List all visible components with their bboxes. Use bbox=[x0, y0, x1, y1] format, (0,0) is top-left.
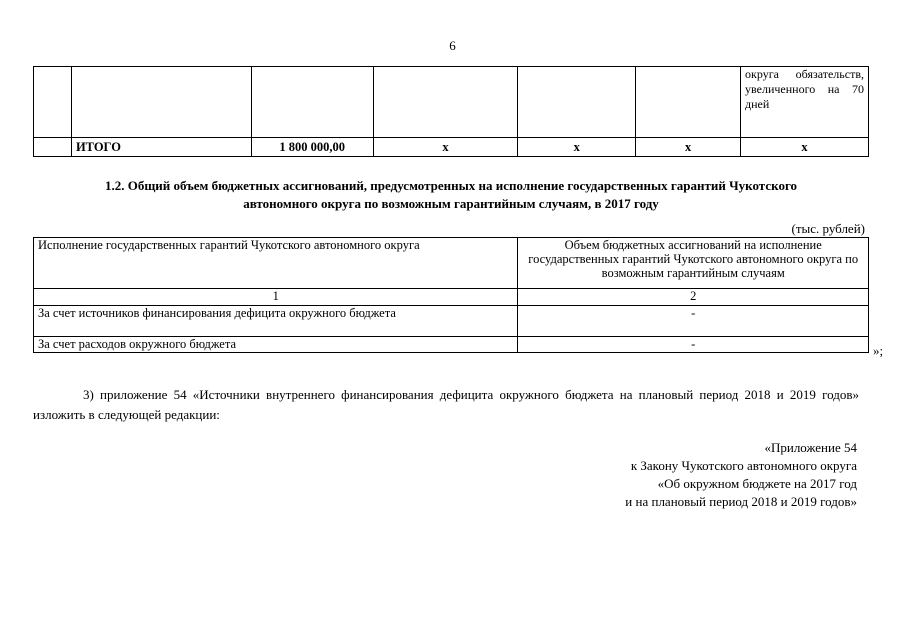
amendment-paragraph: 3) приложение 54 «Источники внутреннего финансирования дефицита окружного бюджета на плановый период 2018 и 2019 годов» изложить в следующей редакции: bbox=[33, 387, 859, 422]
column-number: 1 bbox=[34, 289, 518, 306]
table-row bbox=[34, 67, 869, 138]
column-header: Объем бюджетных ассигнований на исполнение государственных гарантий Чукотского автономного округа по возможным гарантийным случаям bbox=[518, 238, 869, 289]
closing-quote: »; bbox=[873, 343, 884, 358]
table-cell bbox=[251, 67, 373, 138]
appendix-line: «Об окружном бюджете на 2017 год bbox=[657, 476, 857, 491]
units-label: (тыс. рублей) bbox=[791, 221, 865, 236]
total-amount: 1 800 000,00 bbox=[251, 138, 373, 157]
row-value: - bbox=[518, 306, 869, 337]
total-cell: х bbox=[636, 138, 741, 157]
section-title-line: автономного округа по возможным гарантийным случаям, в 2017 году bbox=[243, 196, 659, 211]
row-label: За счет расходов окружного бюджета bbox=[34, 337, 518, 353]
appendix-line: к Закону Чукотского автономного округа bbox=[630, 458, 857, 473]
page-number: 6 bbox=[449, 38, 456, 53]
table-cell bbox=[34, 67, 72, 138]
total-label: ИТОГО bbox=[71, 138, 251, 157]
table-header-row bbox=[34, 238, 869, 289]
table-row bbox=[34, 337, 869, 353]
table-cell bbox=[636, 67, 741, 138]
table-cell bbox=[34, 138, 72, 157]
table-row bbox=[34, 306, 869, 337]
total-cell: х bbox=[741, 138, 869, 157]
appendix-header bbox=[625, 439, 857, 511]
continued-guarantee-table bbox=[33, 66, 869, 157]
table-cell bbox=[71, 67, 251, 138]
section-title bbox=[33, 177, 869, 213]
total-row bbox=[34, 138, 869, 157]
total-cell: х bbox=[373, 138, 518, 157]
obligation-term-cell: округа обязательств, увеличенного на 70 дней bbox=[741, 67, 869, 138]
guarantee-table bbox=[33, 237, 869, 353]
appendix-line: «Приложение 54 bbox=[764, 440, 857, 455]
column-header: Исполнение государственных гарантий Чукотского автономного округа bbox=[34, 238, 518, 289]
table-cell bbox=[518, 67, 636, 138]
appendix-line: и на плановый период 2018 и 2019 годов» bbox=[625, 494, 857, 509]
column-number: 2 bbox=[518, 289, 869, 306]
row-value: - bbox=[518, 337, 869, 353]
row-label: За счет источников финансирования дефицита окружного бюджета bbox=[34, 306, 518, 337]
column-number-row bbox=[34, 289, 869, 306]
table-cell bbox=[373, 67, 518, 138]
total-cell: х bbox=[518, 138, 636, 157]
section-title-line: 1.2. Общий объем бюджетных ассигнований, предусмотренных на исполнение государственных гарантий Чукотского bbox=[104, 178, 798, 193]
